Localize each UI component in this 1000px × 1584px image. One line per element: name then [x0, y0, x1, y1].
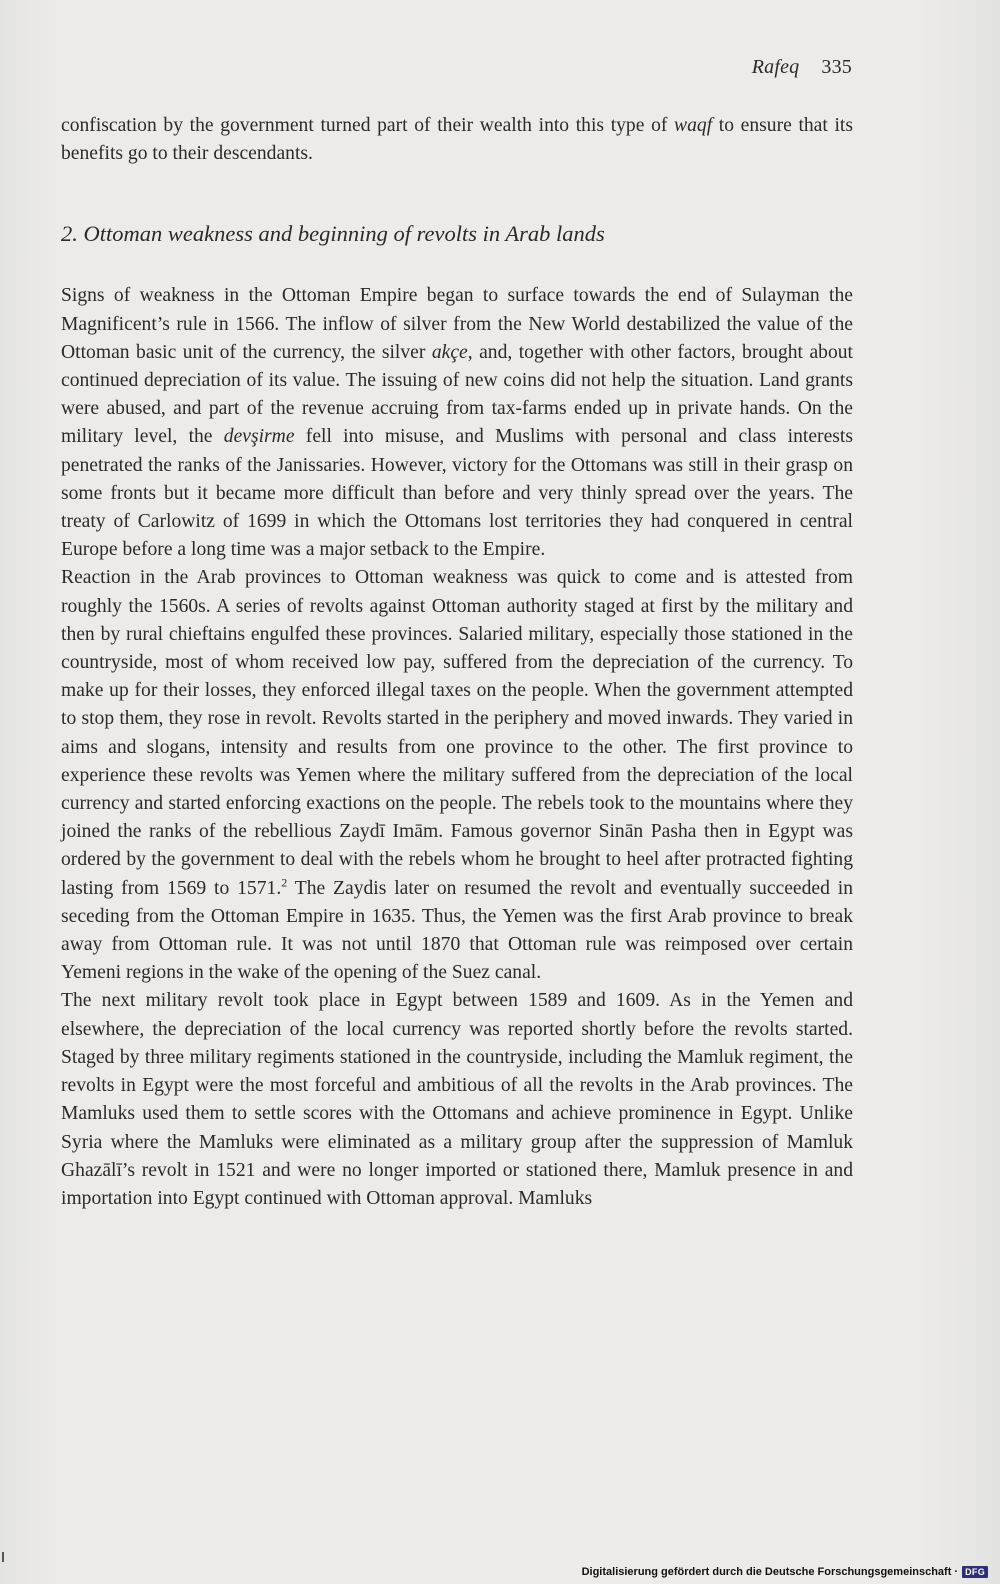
opening-text-start: confiscation by the government turned part of their wealth into this type of: [61, 115, 675, 136]
paragraph-1: [61, 282, 853, 564]
paragraph-2-text-a: Reaction in the Arab provinces to Ottoman weakness was quick to come and is attested from roughly the 1560s. A series of revolts against Ottoman authority staged at first by the military and then by rural chieftains engulfed these provinces. Salaried military, especially those stationed in the countryside, most of whom received low pay, suffered from the depreciation of the currency. To make up for their losses, they enforced illegal taxes on the people. When the government attempted to stop them, they rose in revolt. Revolts started in the periphery and moved inwards. They varied in aims and slogans, intensity and results from one province to the other. The first province to experience these revolts was Yemen where the military suffered from the depreciation of the local currency and started enforcing exactions on the people. The rebels took to the mountains where they joined the ranks of the rebellious Zaydī Imām. Famous governor Sinān Pasha then in Egypt was ordered by the government to deal with the rebels whom he brought to heel after protracted fighting lasting from 1569 to 1571.: [61, 567, 853, 899]
page-number: 335: [821, 56, 852, 78]
body-text: [61, 112, 853, 1213]
footer-credit: Digitalisierung gefördert durch die Deutsche Forschungsgemeinschaft ·: [581, 1566, 959, 1578]
running-head: [752, 56, 852, 79]
opening-text-end: to ensure that its benefits go to their descendants.: [61, 115, 853, 165]
opening-italic-term: waqf: [674, 115, 713, 136]
footnote-marker[interactable]: 2: [281, 875, 288, 890]
section-heading: 2. Ottoman weakness and beginning of revolts in Arab lands: [61, 221, 605, 247]
paragraph-1-italic-devsirme: devşirme: [223, 426, 295, 448]
paragraph-3: The next military revolt took place in Egypt between 1589 and 1609. As in the Yemen and elsewhere, the depreciation of the local currency was reported shortly before the revolts started. Staged by three military regiments stationed in the countryside, including the Mamluk regiment, the revolts in Egypt were the most forceful and ambitious of all the revolts in the Arab provinces. The Mamluks used them to settle scores with the Ottomans and achieve prominence in Egypt. Unlike Syria where the Mamluks were eliminated as a military group after the suppression of Mamluk Ghazālī’s revolt in 1521 and were no longer imported or stationed there, Mamluk presence in and importation into Egypt continued with Ottoman approval. Mamluks: [61, 990, 853, 1209]
digitization-footer: [582, 1566, 988, 1578]
paragraph-2-text-b: The Zaydis later on resumed the revolt and eventually succeeded in seceding from the Ottoman Empire in 1635. Thus, the Yemen was the first Arab province to break away from Ottoman rule. It was not until 1870 that Ottoman rule was reimposed over certain Yemeni regions in the wake of the opening of the Suez canal.: [61, 877, 854, 984]
dfg-logo: DFG: [962, 1566, 988, 1578]
paragraph-2: [61, 564, 853, 987]
paragraph-1-text-c: fell into misuse, and Muslims with personal and class interests penetrated the ranks of the Janissaries. However, victory for the Ottomans was still in their grasp on some fronts but it became more difficult than before and very thinly spread over the years. The treaty of Carlowitz of 1699 in which the Ottomans lost territories they had conquered in central Europe before a long time was a major setback to the Empire.: [61, 426, 853, 561]
opening-paragraph: [61, 112, 853, 168]
paragraph-1-text-a: Signs of weakness in the Ottoman Empire began to surface towards the end of Sulayman the Magnificent’s rule in 1566. The inflow of silver from the New World destabilized the value of the Ottoman basic unit of the currency, the silver: [61, 285, 853, 363]
running-head-author: Rafeq: [751, 56, 800, 78]
paragraph-1-text-b: , and, together with other factors, brought about continued depreciation of its value. The issuing of new coins did not help the situation. Land grants were abused, and part of the revenue accruing from tax-farms ended up in private hands. On the military level, the: [61, 341, 853, 448]
scan-edge-mark: [2, 1552, 4, 1562]
paragraph-1-italic-akce: akçe: [431, 341, 468, 363]
